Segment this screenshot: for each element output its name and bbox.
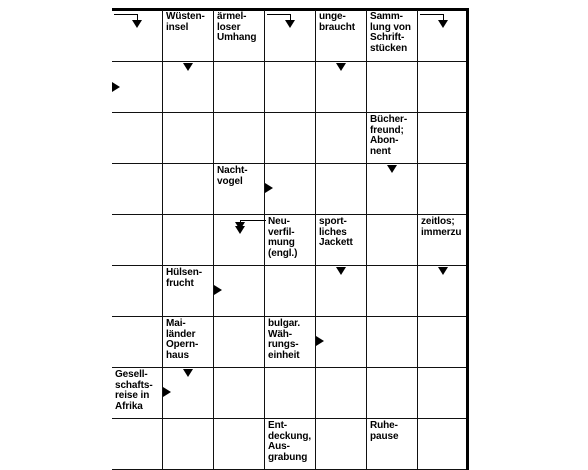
arrow-down-icon	[183, 63, 193, 71]
clue-cell: ärmel- loser Umhang	[214, 10, 265, 62]
clue-cell: Gesell- schafts- reise in Afrika	[112, 368, 163, 419]
clue-cell: sport- liches Jackett	[316, 215, 367, 266]
clue-cell: Samm- lung von Schrift- stücken	[367, 10, 418, 62]
crossword-grid	[112, 10, 468, 470]
clue-cell: Neu- verfil- mung (engl.)	[265, 215, 316, 266]
clue-cell: Hülsen- frucht	[163, 266, 214, 317]
arrow-down-icon	[183, 369, 193, 377]
answer-cell[interactable]	[367, 266, 418, 317]
answer-cell[interactable]	[367, 215, 418, 266]
answer-cell[interactable]	[265, 266, 316, 317]
clue-cell: bulgar. Wäh- rungs- einheit	[265, 317, 316, 368]
clue-cell: zeitlos; immerzu	[418, 215, 468, 266]
arrow-right-icon	[214, 285, 222, 295]
answer-cell[interactable]	[265, 368, 316, 419]
arrow-right-icon	[265, 183, 273, 193]
answer-cell[interactable]	[316, 164, 367, 215]
grid-frame-right	[466, 8, 469, 470]
answer-cell[interactable]	[367, 317, 418, 368]
answer-cell[interactable]	[112, 215, 163, 266]
clue-cell: unge- braucht	[316, 10, 367, 62]
answer-cell[interactable]	[265, 113, 316, 164]
answer-cell[interactable]	[367, 62, 418, 113]
answer-cell[interactable]	[112, 113, 163, 164]
arrow-down-icon	[438, 267, 448, 275]
answer-cell[interactable]	[418, 419, 468, 470]
answer-cell[interactable]	[418, 317, 468, 368]
clue-cell: Wüsten- insel	[163, 10, 214, 62]
clue-cell: Ent- deckung, Aus- grabung	[265, 419, 316, 470]
answer-cell[interactable]	[418, 164, 468, 215]
clue-cell: Mai- länder Opern- haus	[163, 317, 214, 368]
answer-cell[interactable]	[316, 419, 367, 470]
answer-cell[interactable]	[214, 62, 265, 113]
arrow-down-icon	[387, 165, 397, 173]
answer-cell[interactable]	[418, 62, 468, 113]
answer-cell[interactable]	[163, 215, 214, 266]
arrow-right-icon	[112, 82, 120, 92]
arrow-right-icon	[316, 336, 324, 346]
answer-cell[interactable]	[418, 368, 468, 419]
answer-cell[interactable]	[316, 113, 367, 164]
answer-cell[interactable]	[112, 419, 163, 470]
clue-cell: Bücher- freund; Abon- nent	[367, 113, 418, 164]
answer-cell[interactable]	[163, 113, 214, 164]
answer-cell[interactable]	[214, 317, 265, 368]
clue-cell: Nacht- vogel	[214, 164, 265, 215]
arrow-down-icon	[336, 63, 346, 71]
answer-cell[interactable]	[214, 368, 265, 419]
answer-cell[interactable]	[418, 113, 468, 164]
answer-cell[interactable]	[214, 113, 265, 164]
answer-cell[interactable]	[112, 164, 163, 215]
answer-cell[interactable]	[112, 266, 163, 317]
answer-cell[interactable]	[316, 368, 367, 419]
answer-cell[interactable]	[265, 62, 316, 113]
arrow-right-icon	[163, 387, 171, 397]
answer-cell[interactable]	[163, 419, 214, 470]
arrow-down-icon	[336, 267, 346, 275]
answer-cell[interactable]	[163, 164, 214, 215]
answer-cell[interactable]	[214, 419, 265, 470]
answer-cell[interactable]	[112, 317, 163, 368]
answer-cell[interactable]	[367, 368, 418, 419]
clue-cell: Ruhe- pause	[367, 419, 418, 470]
